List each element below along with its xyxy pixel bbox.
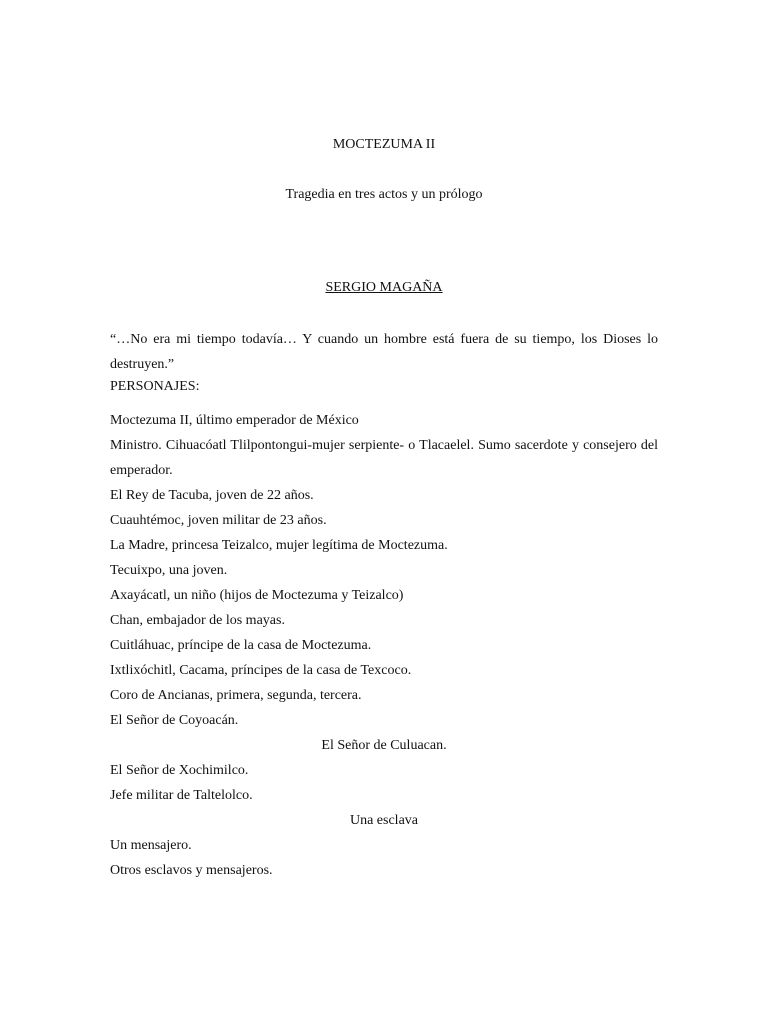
cast-item-esclava: Una esclava bbox=[349, 813, 419, 828]
document-subtitle: Tragedia en tres actos y un prólogo bbox=[285, 187, 483, 202]
cast-item-cuitlahuac: Cuitláhuac, príncipe de la casa de Moctezuma. bbox=[110, 638, 372, 653]
cast-item-rey-tacuba: El Rey de Tacuba, joven de 22 años. bbox=[110, 488, 314, 503]
cast-item-ministro: Ministro. Cihuacóatl Tlilpontongui-mujer serpiente- o Tlacaelel. Sumo sacerdote y consejero del emperador. bbox=[110, 438, 658, 478]
epigraph: “…No era mi tiempo todavía… Y cuando un hombre está fuera de su tiempo, los Dioses lo destruyen.” bbox=[110, 332, 658, 372]
cast-item-mensajero: Un mensajero. bbox=[110, 838, 192, 853]
cast-item-chan: Chan, embajador de los mayas. bbox=[110, 613, 285, 628]
cast-item-jefe-militar: Jefe militar de Taltelolco. bbox=[110, 788, 253, 803]
cast-item-tecuixpo: Tecuixpo, una joven. bbox=[110, 563, 228, 578]
personajes-heading: PERSONAJES: bbox=[110, 379, 200, 394]
cast-item-cuauhtemoc: Cuauhtémoc, joven militar de 23 años. bbox=[110, 513, 327, 528]
document-title: MOCTEZUMA II bbox=[332, 137, 436, 152]
cast-item-senor-coyoacan: El Señor de Coyoacán. bbox=[110, 713, 239, 728]
cast-item-senor-culuacan: El Señor de Culuacan. bbox=[321, 738, 447, 753]
cast-item-axayacatl: Axayácatl, un niño (hijos de Moctezuma y Teizalco) bbox=[110, 588, 404, 603]
cast-list bbox=[110, 408, 658, 883]
cast-item-otros: Otros esclavos y mensajeros. bbox=[110, 863, 273, 878]
cast-item-ixtlixochitl: Ixtlixóchitl, Cacama, príncipes de la casa de Texcoco. bbox=[110, 663, 412, 678]
cast-item-coro-ancianas: Coro de Ancianas, primera, segunda, tercera. bbox=[110, 688, 362, 703]
cast-item-la-madre: La Madre, princesa Teizalco, mujer legítima de Moctezuma. bbox=[110, 538, 448, 553]
author-name: SERGIO MAGAÑA bbox=[325, 280, 443, 295]
cast-item-senor-xochimilco: El Señor de Xochimilco. bbox=[110, 763, 249, 778]
cast-item-moctezuma: Moctezuma II, último emperador de México bbox=[110, 413, 359, 428]
